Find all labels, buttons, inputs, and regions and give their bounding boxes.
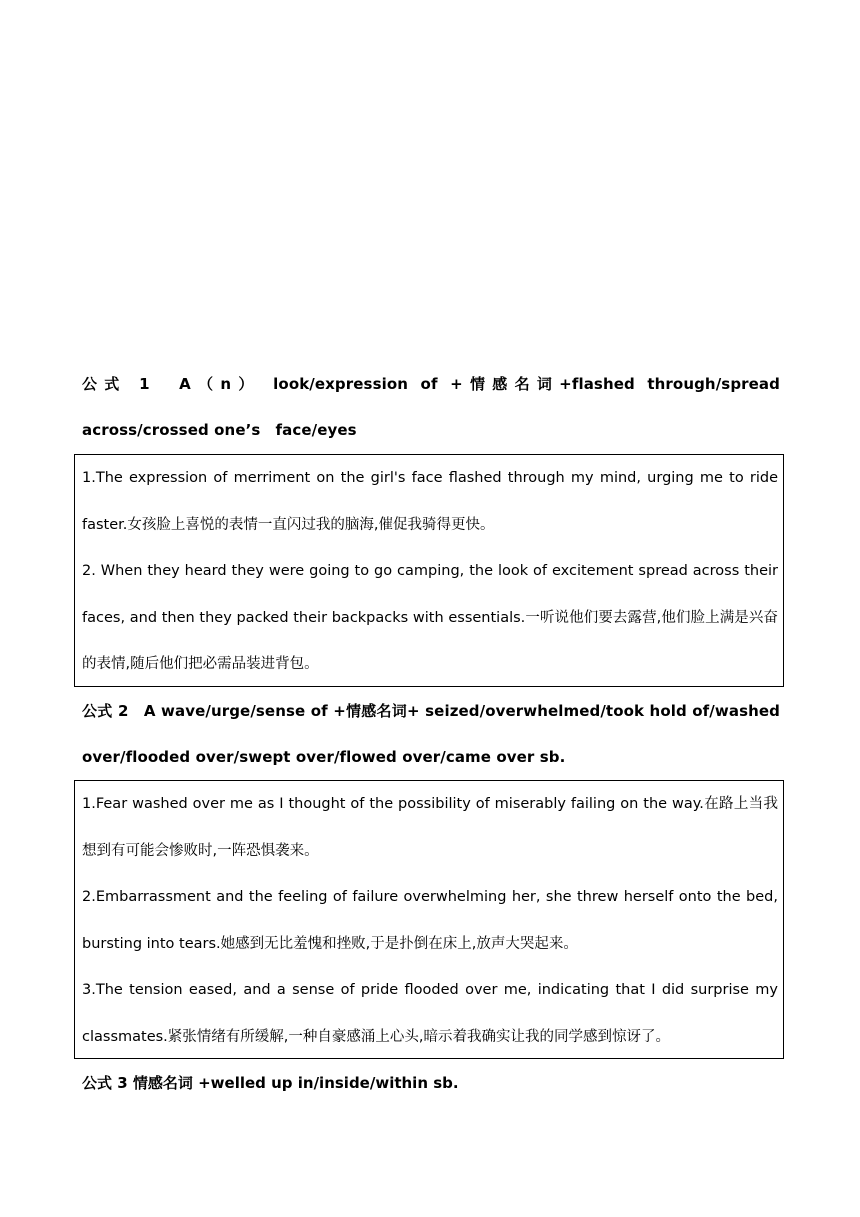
formula-1-examples-box <box>74 454 784 687</box>
formula-2-example-3: 3.The tension eased, and a sense of pride flooded over me, indicating that I did surprise my classmates.紧张情绪有所缓解,一种自豪感涌上心头,暗示着我确实让我的同学感到惊讶了。 <box>82 982 778 1045</box>
formula-1-heading: 公式 1 A（n） look/expression of +情感名词+flashed through/spread across/crossed one’s face/eyes <box>82 375 780 439</box>
formula-2-heading: 公式 2 A wave/urge/sense of +情感名词+ seized/overwhelmed/took hold of/washed over/flooded over/swept over/flowed over/came over sb. <box>82 702 780 766</box>
formula-2-example-2: 2.Embarrassment and the feeling of failure overwhelming her, she threw herself onto the bed, bursting into tears.她感到无比羞愧和挫败,于是扑倒在床上,放声大哭起来。 <box>82 889 778 952</box>
formula-2-examples-box <box>74 780 784 1059</box>
formula-2-example-1: 1.Fear washed over me as I thought of the possibility of miserably failing on the way.在路上当我想到有可能会惨败时,一阵恐惧袭来。 <box>82 796 778 859</box>
formula-1-example-2: 2. When they heard they were going to go camping, the look of excitement spread across their faces, and then they packed their backpacks with essentials.一听说他们要去露营,他们脸上满是兴奋的表情,随后他们把必需品装进背包。 <box>82 563 778 672</box>
formula-1-example-1: 1.The expression of merriment on the girl's face flashed through my mind, urging me to ride faster.女孩脸上喜悦的表情一直闪过我的脑海,催促我骑得更快。 <box>82 470 778 533</box>
formula-3-heading: 公式 3 情感名词 +welled up in/inside/within sb. <box>82 1074 459 1092</box>
